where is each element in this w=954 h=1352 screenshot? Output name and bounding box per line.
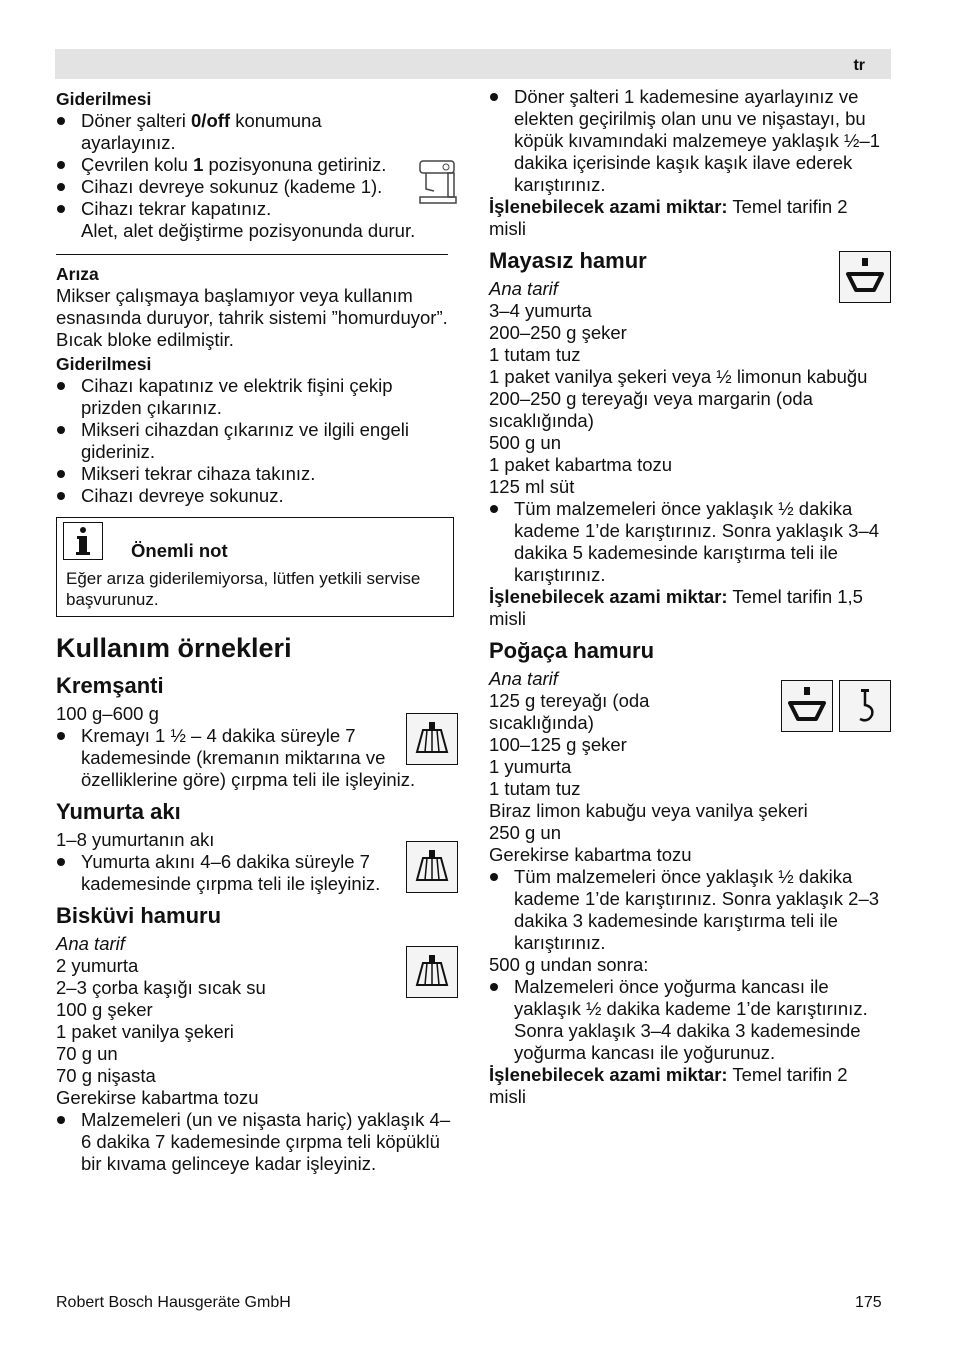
max-amount: İşlenebilecek azami miktar: Temel tarifin 2 misli: [489, 1064, 848, 1107]
list-item: Malzemeleri (un ve nişasta hariç) yaklaşık 4–6 dakika 7 kademesinde çırpma teli köpüklü bir kıvama gelinceye kadar işleyiniz.: [56, 1109, 456, 1175]
ingredient: 1 paket kabartma tozu: [489, 454, 673, 475]
max-amount: İşlenebilecek azami miktar: Temel tarifin 1,5 misli: [489, 586, 863, 629]
list-item: Çevrilen kolu 1 pozisyonuna getiriniz.: [56, 154, 406, 176]
ingredient: 1 tutam tuz: [489, 778, 581, 799]
recipe-title-yeastfree: Mayasız hamur: [489, 248, 647, 273]
ingredient: 100–125 g şeker: [489, 734, 627, 755]
language-code: tr: [853, 57, 865, 74]
list-item: Mikseri cihazdan çıkarınız ve ilgili engeli gideriniz.: [56, 419, 456, 463]
ingredient: 200–250 g tereyağı veya margarin (oda sıcaklığında): [489, 388, 813, 431]
dough-hook-icon: [839, 680, 891, 732]
beater-icon: [781, 680, 833, 732]
recipe-title-biscuit: Bisküvi hamuru: [56, 903, 222, 928]
ingredient: 125 ml süt: [489, 476, 575, 497]
ingredient: 2 yumurta: [56, 955, 139, 976]
whisk-icon: [406, 841, 458, 893]
yeastfree-subtitle: Ana tarif: [489, 278, 558, 299]
pogaca-list-2: [489, 976, 889, 1064]
whisk-icon: [406, 713, 458, 765]
recipe-title-pogaca: Poğaça hamuru: [489, 638, 655, 663]
cream-list: [56, 725, 456, 791]
ingredient: 70 g un: [56, 1043, 118, 1064]
ingredient: 70 g nişasta: [56, 1065, 156, 1086]
list-item: Cihazı devreye sokunuz.: [56, 485, 456, 507]
ingredient: 250 g un: [489, 822, 562, 843]
recipe-title-egg: Yumurta akı: [56, 799, 181, 824]
fix-heading-1: Giderilmesi: [56, 89, 152, 109]
cream-amount: 100 g–600 g: [56, 703, 159, 724]
fix-heading-2: Giderilmesi: [56, 354, 152, 374]
mixer-position-icon: [410, 155, 458, 207]
list-item: Cihazı kapatınız ve elektrik fişini çekip prizden çıkarınız.: [56, 375, 456, 419]
list-item: Mikseri tekrar cihaza takınız.: [56, 463, 456, 485]
result-text: Alet, alet değiştirme pozisyonunda durur.: [81, 220, 416, 241]
biscuit-list: [56, 1109, 456, 1175]
pogaca-list-1: [489, 866, 889, 954]
list-item: Döner şalteri 0/off konumuna ayarlayınız.: [56, 110, 406, 154]
info-icon: [63, 522, 103, 560]
biscuit-subtitle: Ana tarif: [56, 933, 125, 954]
egg-amount: 1–8 yumurtanın akı: [56, 829, 215, 850]
egg-list: [56, 851, 456, 895]
note-text: Eğer arıza giderilemiyorsa, lütfen yetkili servise başvurunuz.: [66, 569, 421, 609]
whisk-icon: [406, 946, 458, 998]
page-number: 175: [855, 1294, 882, 1311]
fix-list-1: [56, 110, 456, 220]
ingredient: 125 g tereyağı (oda sıcaklığında): [489, 690, 650, 733]
ingredient: Gerekirse kabartma tozu: [489, 844, 692, 865]
ingredient: 2–3 çorba kaşığı sıcak su: [56, 977, 266, 998]
ingredient: 1 paket vanilya şekeri: [56, 1021, 234, 1042]
important-note-box: [56, 517, 454, 617]
ingredient: 100 g şeker: [56, 999, 153, 1020]
max-amount: İşlenebilecek azami miktar: Temel tarifin 2 misli: [489, 196, 848, 239]
fault-heading: Arıza: [56, 264, 99, 284]
section-title: Kullanım örnekleri: [56, 633, 292, 663]
pogaca-after: 500 g undan sonra:: [489, 954, 649, 975]
ingredient: 1 paket vanilya şekeri veya ½ limonun kabuğu: [489, 366, 868, 387]
list-item: Kremayı 1 ½ – 4 dakika süreyle 7 kademesinde (kremanın miktarına ve özelliklerine göre) çırpma teli ile işleyiniz.: [56, 725, 456, 791]
yeastfree-list: [489, 498, 889, 586]
header-bar: [55, 49, 891, 79]
left-column: [56, 86, 456, 1175]
list-item: Cihazı devreye sokunuz (kademe 1).: [56, 176, 406, 198]
beater-icon: [839, 251, 891, 303]
fault-text: Mikser çalışmaya başlamıyor veya kullanım esnasında duruyor, tahrik sistemi ”homurduyor”. Bıcak bloke edilmiştir.: [56, 285, 448, 350]
footer-company: Robert Bosch Hausgeräte GmbH: [56, 1294, 291, 1311]
ingredient: 3–4 yumurta: [489, 300, 592, 321]
ingredient: 1 yumurta: [489, 756, 572, 777]
list-item: Tüm malzemeleri önce yaklaşık ½ dakika kademe 1’de karıştırınız. Sonra yaklaşık 2–3 dakika 3 kademesinde karıştırma teli ile karıştırınız.: [489, 866, 889, 954]
list-item: Malzemeleri önce yoğurma kancası ile yaklaşık ½ dakika kademe 1’de karıştırınız. Sonra yaklaşık 3–4 dakika 3 kademesinde yoğurma kancası ile yoğurunuz.: [489, 976, 889, 1064]
divider: [56, 254, 448, 255]
note-title: Önemli not: [131, 540, 228, 561]
ingredient: 200–250 g şeker: [489, 322, 627, 343]
list-item: Cihazı tekrar kapatınız.: [56, 198, 456, 220]
ingredient: 1 tutam tuz: [489, 344, 581, 365]
fix-list-2: [56, 375, 456, 507]
pogaca-subtitle: Ana tarif: [489, 668, 558, 689]
ingredient: 500 g un: [489, 432, 562, 453]
recipe-title-cream: Kremşanti: [56, 673, 164, 698]
ingredient: Biraz limon kabuğu veya vanilya şekeri: [489, 800, 808, 821]
list-item: Yumurta akını 4–6 dakika süreyle 7 kademesinde çırpma teli ile işleyiniz.: [56, 851, 456, 895]
right-column: [489, 86, 889, 1108]
ingredient: Gerekirse kabartma tozu: [56, 1087, 259, 1108]
list-item: Tüm malzemeleri önce yaklaşık ½ dakika kademe 1’de karıştırınız. Sonra yaklaşık 3–4 dakika 5 kademesinde karıştırma teli ile karıştırınız.: [489, 498, 889, 586]
top-list: [489, 86, 889, 196]
list-item: Döner şalteri 1 kademesine ayarlayınız ve elekten geçirilmiş olan unu ve nişastayı, bu köpük kıvamındaki malzemeye yaklaşık ½–1 dakika içerisinde kaşık kaşık ilave ederek karıştırınız.: [489, 86, 889, 196]
